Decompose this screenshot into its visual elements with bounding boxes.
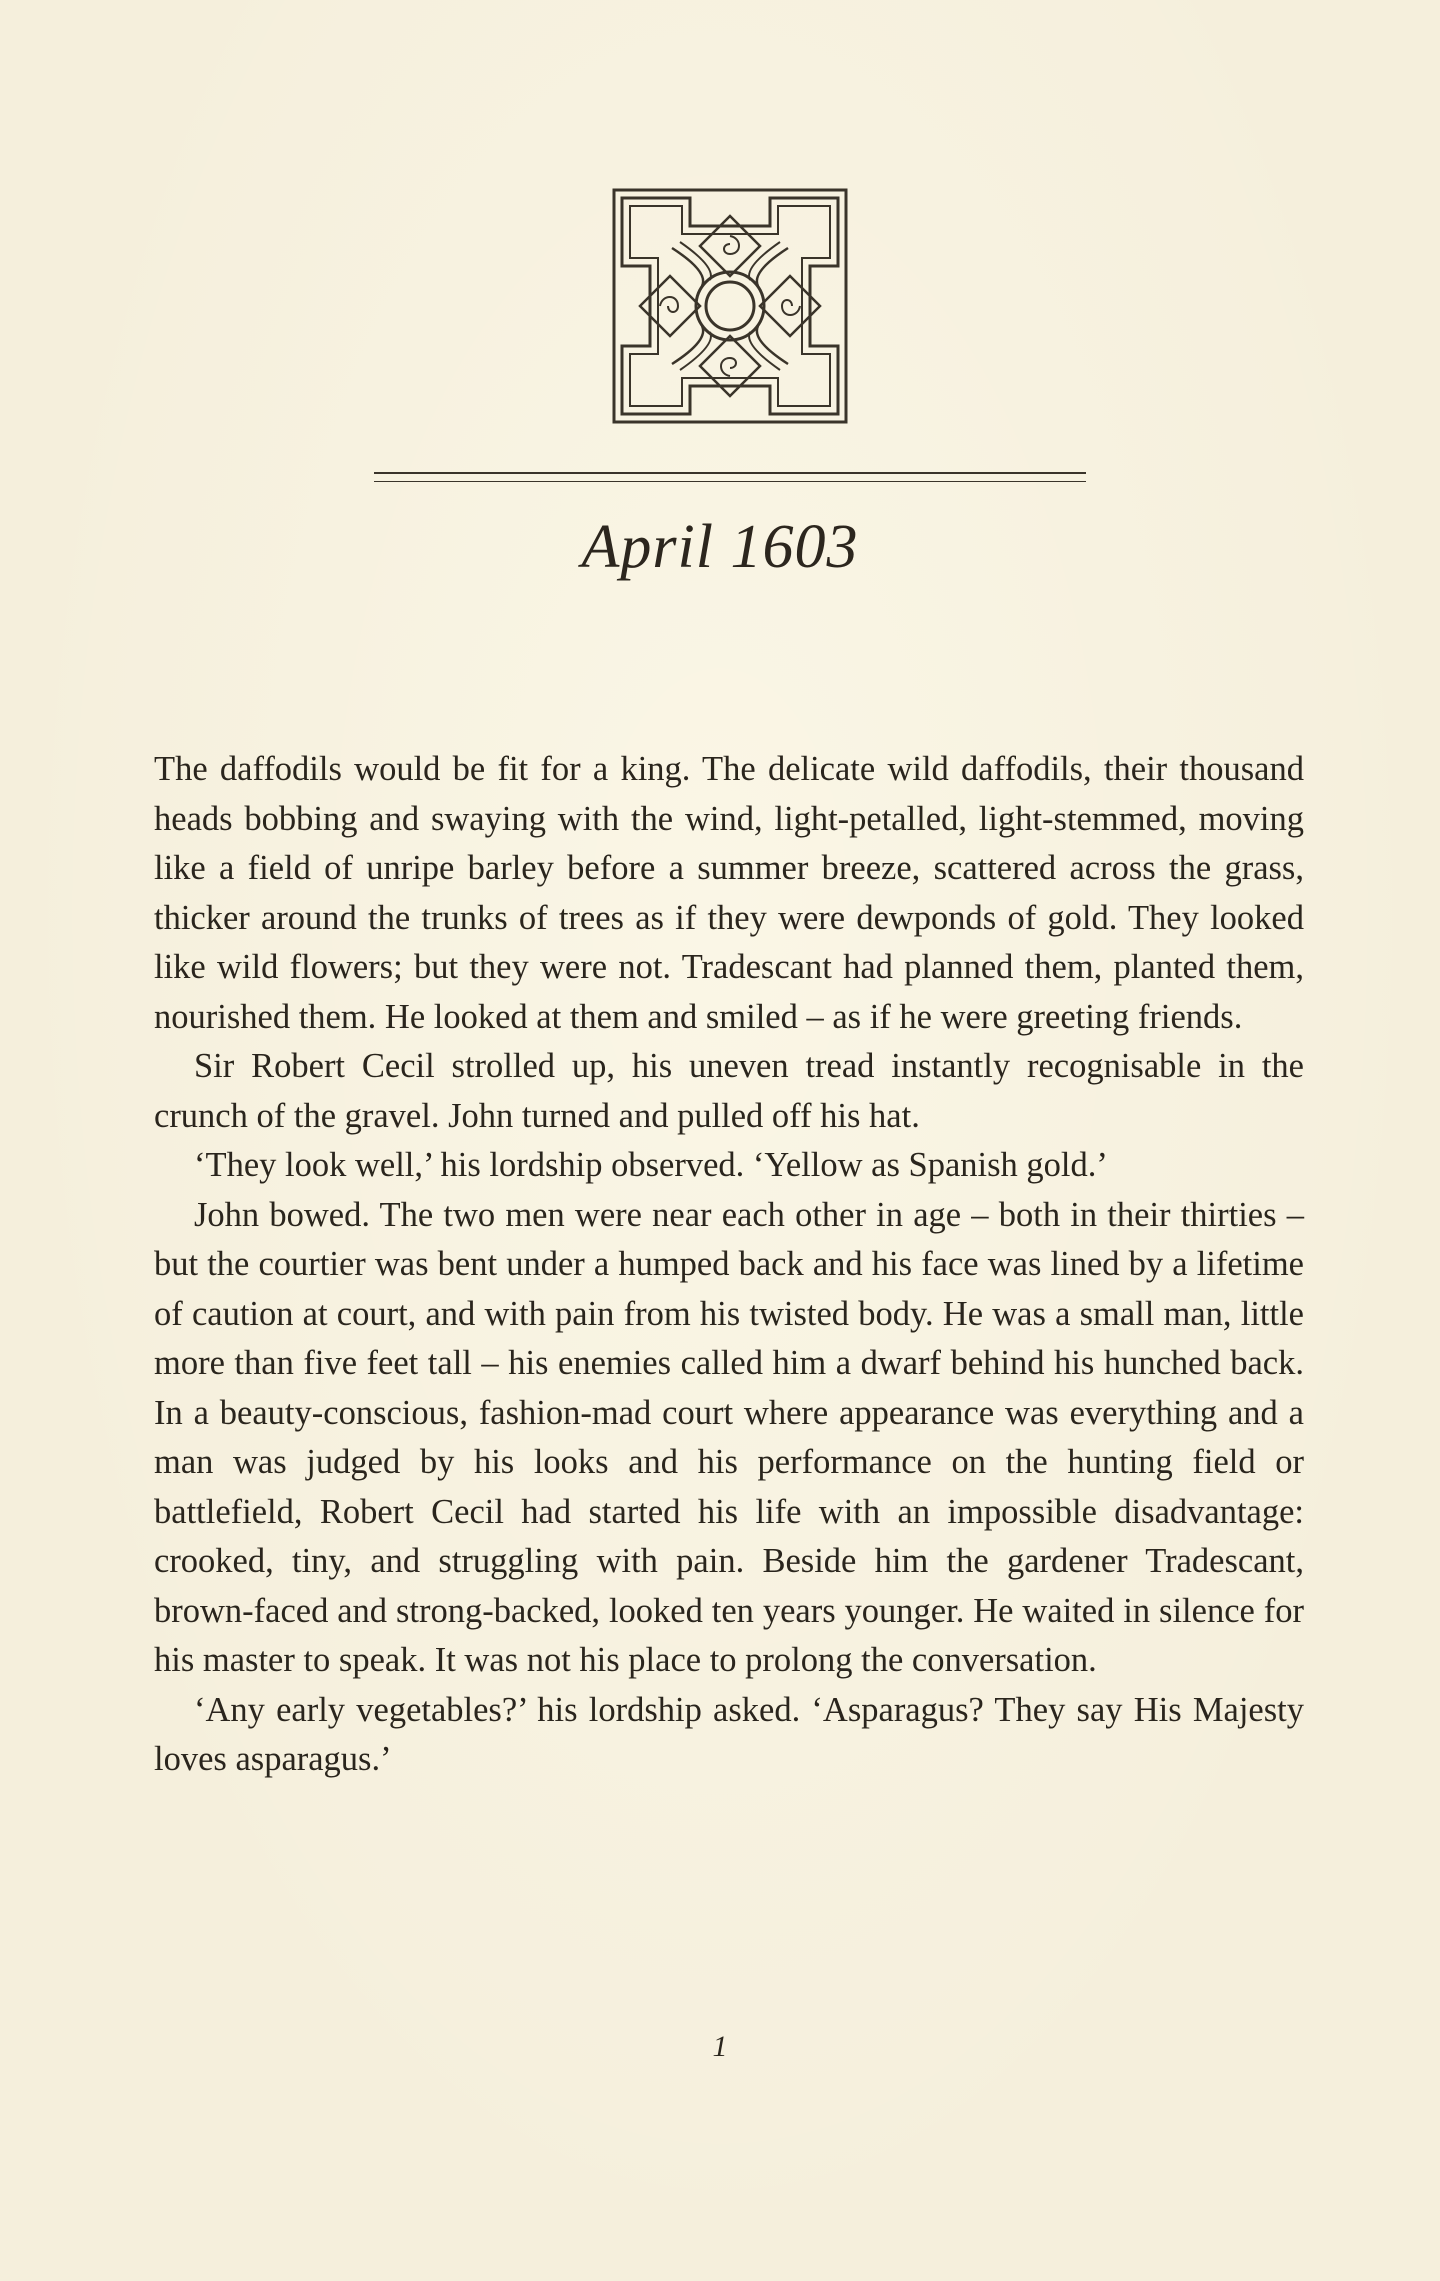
paragraph-4: John bowed. The two men were near each other in age – both in their thirties – but the courtier was bent under a humped back and his face was lined by a lifetime of caution at court, and with pain from his twisted body. He was a small man, little more than five feet tall – his enemies called him a dwarf behind his hunched back. In a beauty-conscious, fashion-mad court where appearance was everything and a man was judged by his looks and his performance on the hunting field or battlefield, Robert Cecil had started his life with an impossible disadvantage: crooked, tiny, and struggling with pain. Beside him the gardener Tradescant, brown-faced and strong-backed, looked ten years younger. He waited in silence for his master to speak. It was not his place to prolong the conversation.: [154, 1195, 1304, 1679]
title-rule-lower: [374, 481, 1086, 482]
paragraph-3: ‘They look well,’ his lordship observed. ‘Yellow as Spanish gold.’: [194, 1146, 1108, 1184]
celtic-knot-ornament: [610, 186, 850, 426]
paragraph-1: The daffodils would be fit for a king. The delicate wild daffodils, their thousand heads bobbing and swaying with the wind, light-petalled, light-stemmed, moving like a field of unripe barley before a summer breeze, scattered across the grass, thicker around the trunks of trees as if they were dewponds of gold. They looked like wild flowers; but they were not. Tradescant had planned them, planted them, nourished them. He looked at them and smiled – as if he were greeting friends.: [154, 750, 1304, 1036]
title-rule-upper: [374, 472, 1086, 474]
paragraph-2: Sir Robert Cecil strolled up, his uneven tread instantly recognisable in the crunch of the gravel. John turned and pulled off his hat.: [154, 1047, 1304, 1135]
chapter-title: April 1603: [581, 513, 859, 581]
paragraph-5: ‘Any early vegetables?’ his lordship asked. ‘Asparagus? They say His Majesty loves asparagus.’: [154, 1690, 1304, 1778]
chapter-body: [154, 745, 1304, 1785]
page-number: 1: [712, 2030, 728, 2063]
